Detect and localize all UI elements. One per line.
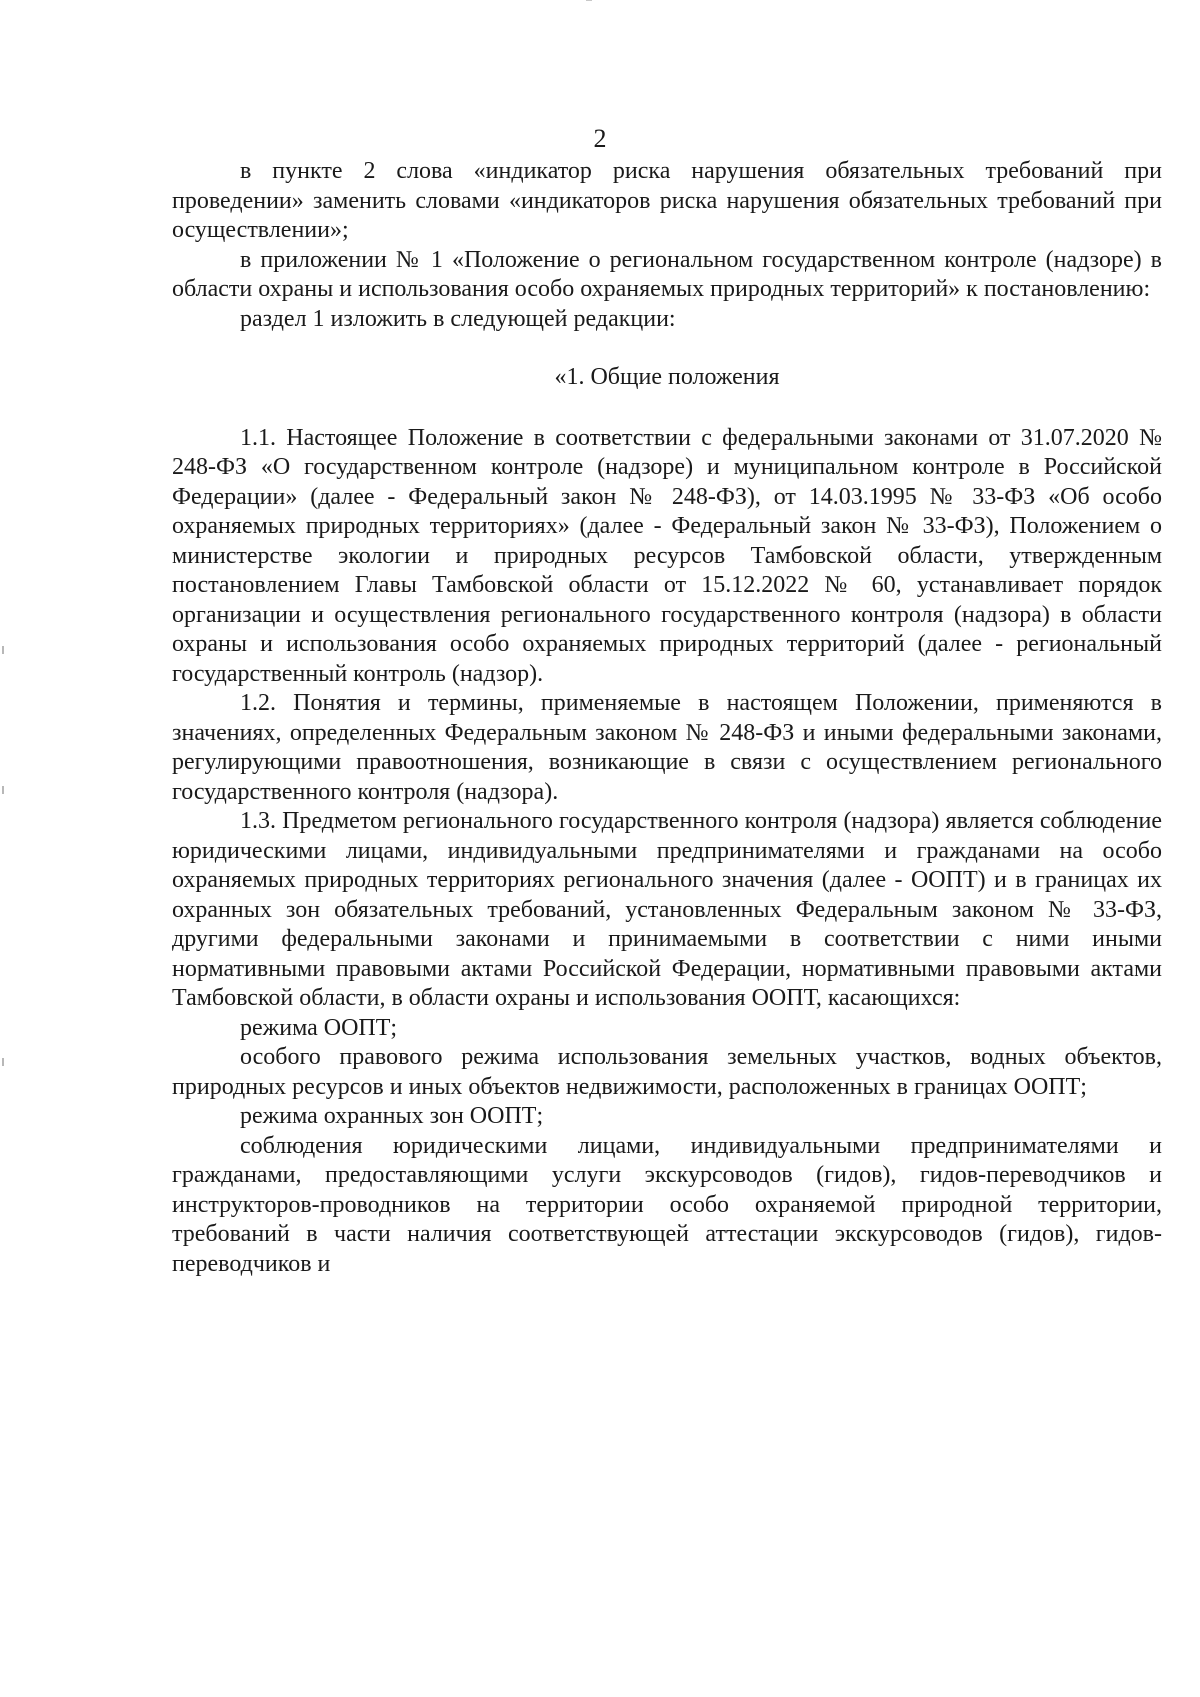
list-item: особого правового режима использования земельных участков, водных объектов, природных ресурсов и иных объектов недвижимости, расположенных в границах ООПТ;: [172, 1044, 1162, 1100]
scan-mark: [2, 646, 4, 654]
paragraph-1-1: 1.1. Настоящее Положение в соответствии с федеральными законами от 31.07.2020 № 248-ФЗ «О государственном контроле (надзоре) и муниципальном контроле в Российской Федерации» (далее - Федеральный закон № 248-ФЗ), от 14.03.1995 № 33-ФЗ «Об особо охраняемых природных территориях» (далее - Федеральный закон № 33-ФЗ), Положением о министерстве экологии и природных ресурсов Тамбовской области, утвержденным постановлением Главы Тамбовской области от 15.12.2022 № 60, устанавливает порядок организации и осуществления регионального государственного контроля (надзора) в области охраны и использования особо охраняемых природных территорий (далее - региональный государственный контроль (надзор).: [172, 424, 1162, 687]
list-item: соблюдения юридическими лицами, индивидуальными предпринимателями и гражданами, предоставляющими услуги экскурсоводов (гидов), гидов-переводчиков и инструкторов-проводников на территории особо охраняемой природной территории, требований в части наличия соответствующей аттестации экскурсоводов (гидов), гидов-переводчиков и: [172, 1132, 1162, 1277]
scan-speck: [586, 0, 592, 1]
paragraph: раздел 1 изложить в следующей редакции:: [240, 305, 676, 332]
section-heading: «1. Общие положения: [554, 364, 780, 390]
paragraph: в приложении № 1 «Положение о региональном государственном контроле (надзоре) в области охраны и использования особо охраняемых природных территорий» к постановлению:: [172, 246, 1162, 302]
paragraph-1-3: 1.3. Предметом регионального государственного контроля (надзора) является соблюдение юридическими лицами, индивидуальными предпринимателями и гражданами на особо охраняемых природных территориях регионального значения (далее - ООПТ) и в границах их охранных зон обязательных требований, установленных Федеральным законом № 33-ФЗ, другими федеральными законами и принимаемыми в соответствии с ними иными нормативными правовыми актами Российской Федерации, нормативными правовыми актами Тамбовской области, в области охраны и использования ООПТ, касающихся:: [172, 808, 1162, 1011]
paragraph: в пункте 2 слова «индикатор риска нарушения обязательных требований при проведении» заменить словами «индикаторов риска нарушения обязательных требований при осуществлении»;: [172, 158, 1162, 243]
document-body: [172, 157, 1162, 1279]
scan-mark: [2, 1058, 4, 1066]
list-item: режима ООПТ;: [240, 1014, 398, 1041]
page-number: 2: [593, 124, 607, 153]
list-item: режима охранных зон ООПТ;: [240, 1103, 544, 1129]
paragraph-1-2: 1.2. Понятия и термины, применяемые в настоящем Положении, применяются в значениях, определенных Федеральным законом № 248-ФЗ и иными федеральными законами, регулирующими правоотношения, возникающие в связи с осуществлением регионального государственного контроля (надзора).: [172, 690, 1162, 805]
scan-mark: [2, 786, 4, 794]
